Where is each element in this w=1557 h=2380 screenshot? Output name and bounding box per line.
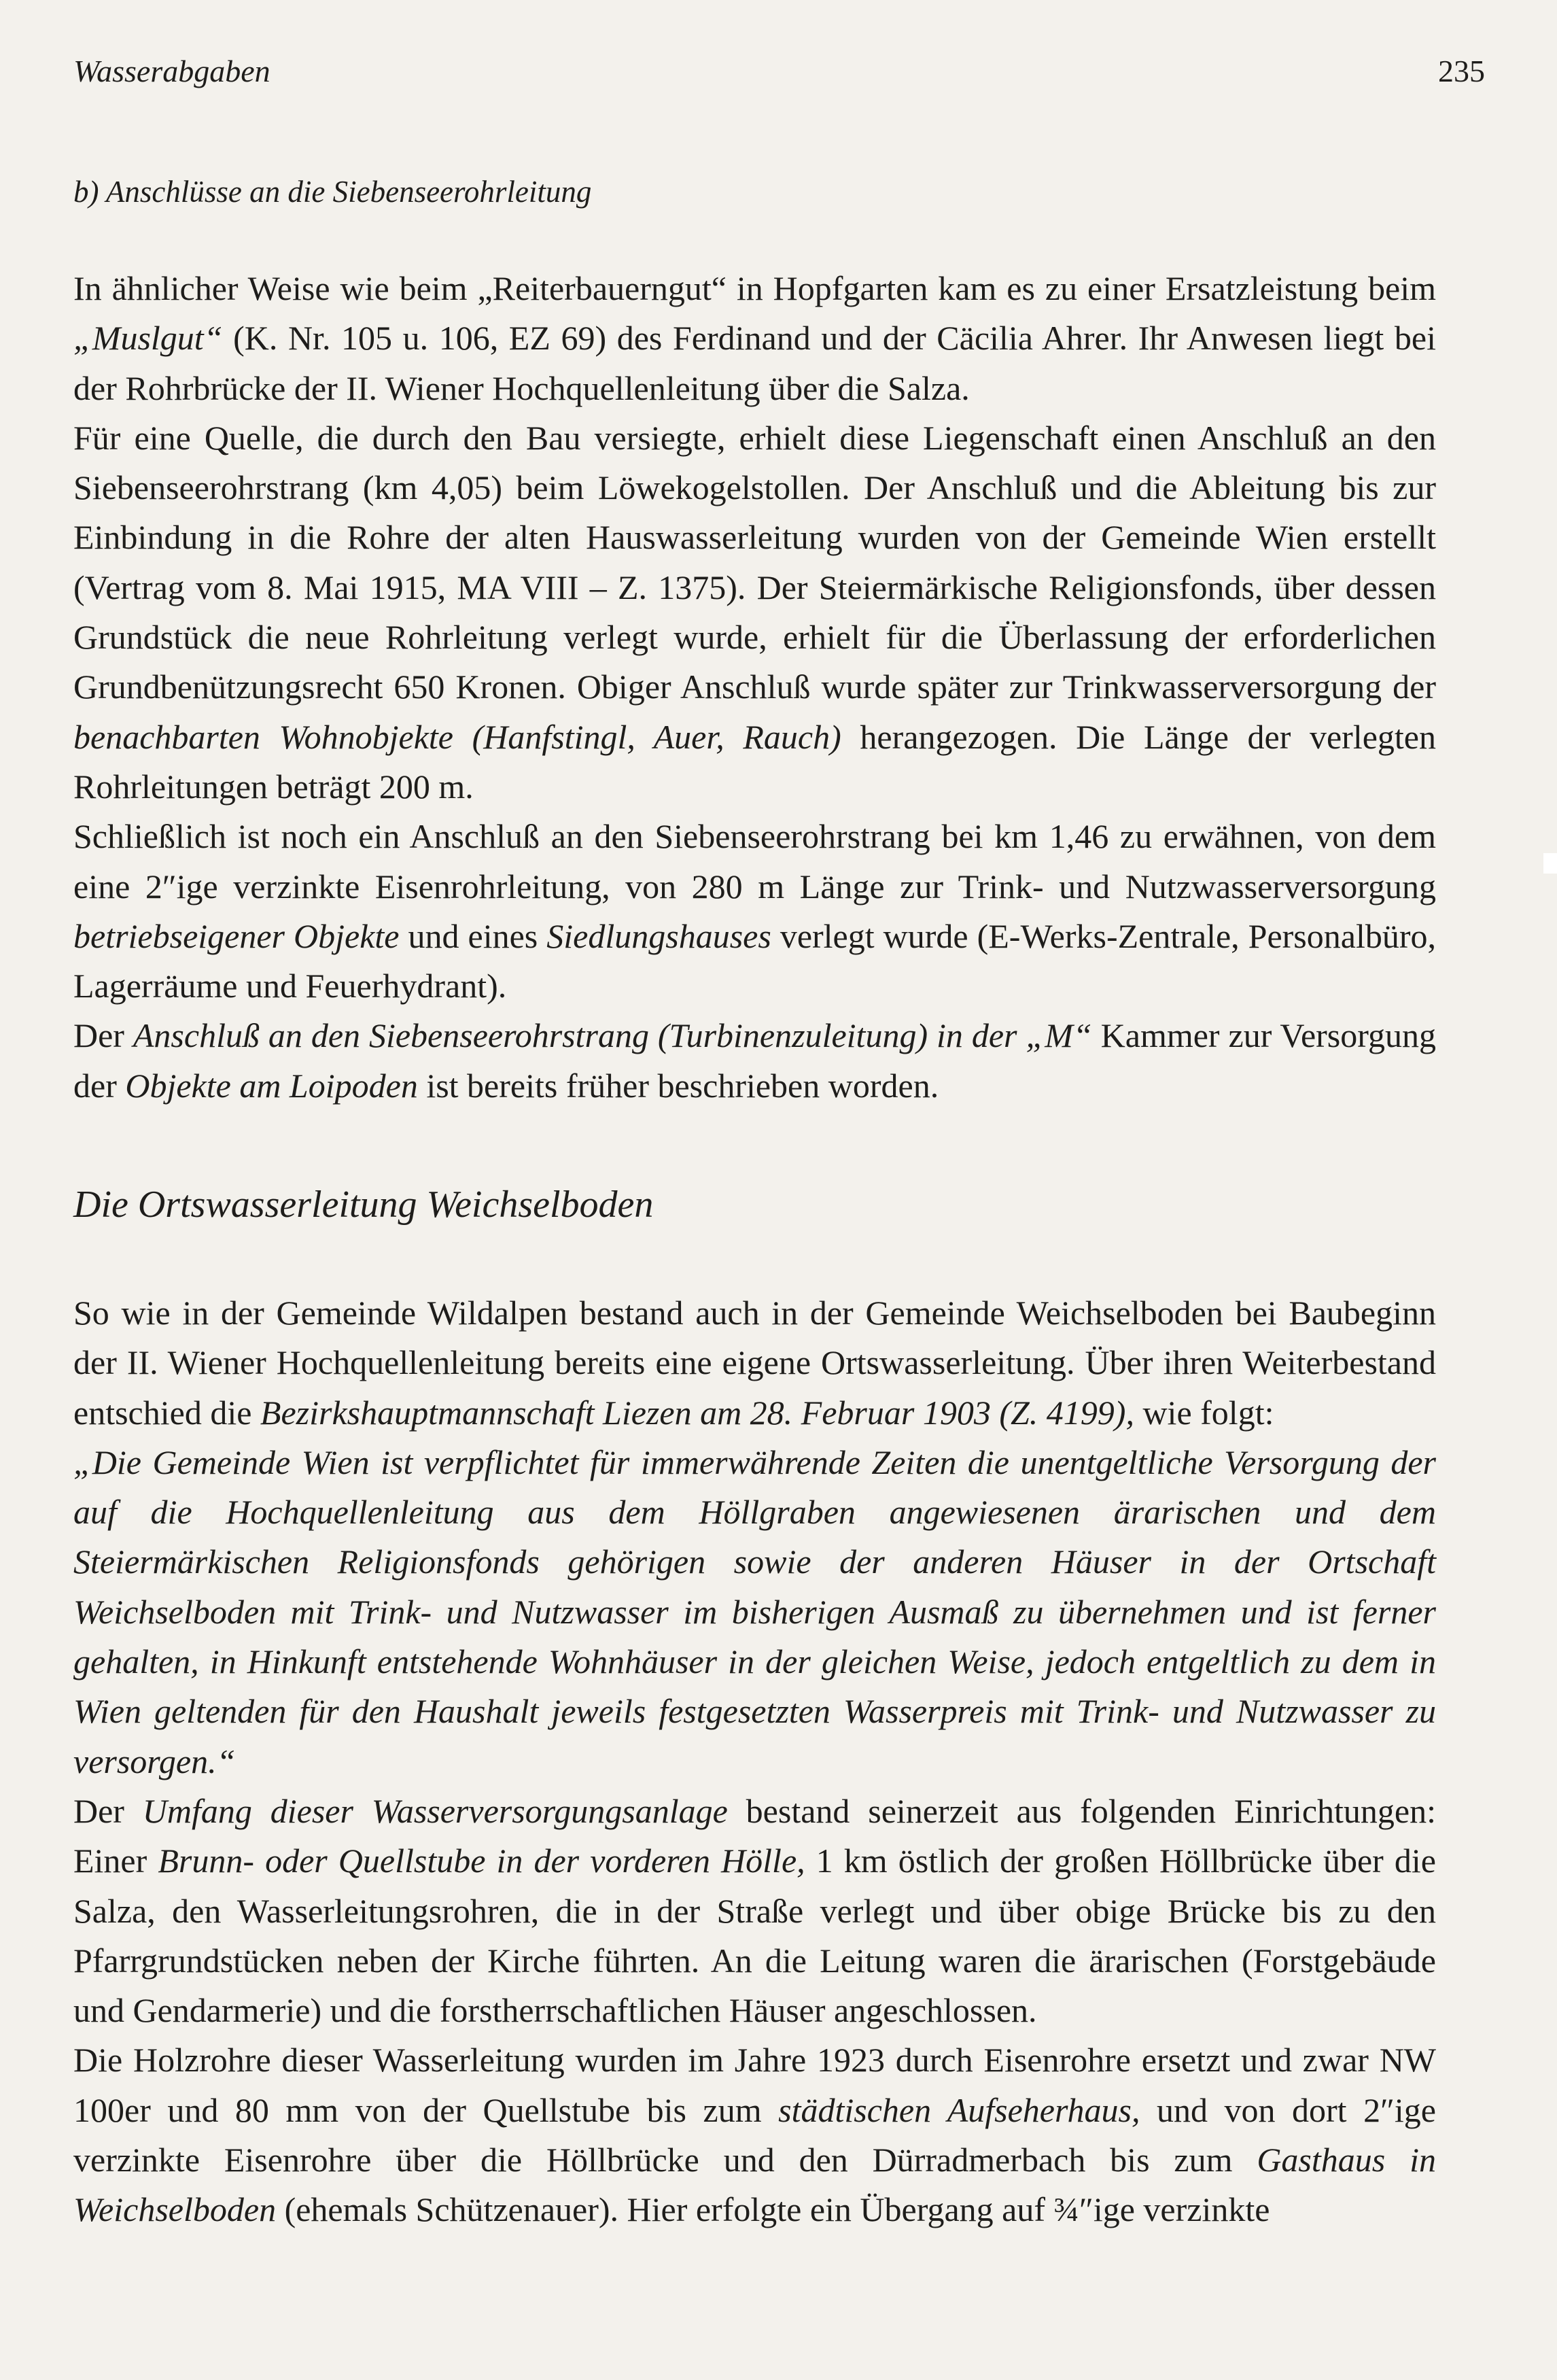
paragraph: In ähnlicher Weise wie beim „Reiterbauerngut“ in Hopfgarten kam es zu einer Ersatzleistung beim „Muslgut“ (K. Nr. 105 u. 106, EZ 69) des Ferdinand und der Cäcilia Ahrer. Ihr Anwesen liegt bei der Rohrbrücke der II. Wiener Hochquellenleitung über die Salza. <box>73 269 1436 407</box>
section-heading: Die Ortswasserleitung Weichselboden <box>73 1184 654 1226</box>
paragraph: Der Anschluß an den Siebenseerohrstrang (Turbinenzuleitung) in der „M“ Kammer zur Versorgung der Objekte am Loipoden ist bereits früher beschrieben worden. <box>73 1016 1436 1105</box>
paragraph: Schließlich ist noch ein Anschluß an den Siebenseerohrstrang bei km 1,46 zu erwähnen, von dem eine 2″ige verzinkte Eisenrohrleitung, von 280 m Länge zur Trink- und Nutzwasserversorgung betriebseigener Objekte und eines Siedlungshauses verlegt wurde (E-Werks-Zentrale, Personalbüro, Lagerräume und Feuerhydrant). <box>73 817 1436 1005</box>
paragraph: Für eine Quelle, die durch den Bau versiegte, erhielt diese Liegenschaft einen Anschluß an den Siebenseerohrstrang (km 4,05) beim Löwekogelstollen. Der Anschluß und die Ableitung bis zur Einbindung in die Rohre der alten Hauswasserleitung wurden von der Gemeinde Wien erstellt (Vertrag vom 8. Mai 1915, MA VIII – Z. 1375). Der Steiermärkische Religionsfonds, über dessen Grundstück die neue Rohrleitung verlegt wurde, erhielt für die Überlassung der erforderlichen Grundbenützungsrecht 650 Kronen. Obiger Anschluß wurde später zur Trinkwasserversorgung der benachbarten Wohnobjekte (Hanfstingl, Auer, Rauch) herangezogen. Die Länge der verlegten Rohrleitungen beträgt 200 m. <box>73 418 1436 806</box>
paragraph: Die Holzrohre dieser Wasserleitung wurden im Jahre 1923 durch Eisenrohre ersetzt und zwar NW 100er und 80 mm von der Quellstube bis zum städtischen Aufseherhaus, und von dort 2″ige verzinkte Eisenrohre über die Höllbrücke und den Dürradmerbach bis zum Gasthaus in Weichselboden (ehemals Schützenauer). Hier erfolgte ein Übergang auf ¾″ige verzinkte <box>73 2041 1436 2229</box>
section-body <box>73 1288 1436 2235</box>
paragraph: So wie in der Gemeinde Wildalpen bestand auch in der Gemeinde Weichselboden bei Baubeginn der II. Wiener Hochquellenleitung bereits eine eigene Ortswasserleitung. Über ihren Weiterbestand entschied die Bezirkshauptmannschaft Liezen am 28. Februar 1903 (Z. 4199), wie folgt: <box>73 1294 1436 1432</box>
subsection-body <box>73 264 1436 1111</box>
paragraph: Der Umfang dieser Wasserversorgungsanlage bestand seinerzeit aus folgenden Einrichtungen: Einer Brunn- oder Quellstube in der vorderen Hölle, 1 km östlich der großen Höllbrücke über die Salza, den Wasserleitungsrohren, die in der Straße verlegt und über obige Brücke bis zu den Pfarrgrundstücken neben der Kirche führten. An die Leitung waren die ärarischen (Forstgebäude und Gendarmerie) und die forstherrschaftlichen Häuser angeschlossen. <box>73 1791 1437 2030</box>
quotation: „Die Gemeinde Wien ist verpflichtet für immerwährende Zeiten die unentgeltliche Versorgung der auf die Hochquellenleitung aus dem Höllgraben angewiesenen ärarischen und dem Steiermärkischen Religionsfonds gehörigen sowie der anderen Häuser in der Ortschaft Weichselboden mit Trink- und Nutzwasser im bisherigen Ausmaß zu übernehmen und ist ferner gehalten, in Hinkunft entstehende Wohnhäuser in der gleichen Weise, jedoch entgeltlich zu dem in Wien geltenden für den Haushalt jeweils festgesetzten Wasserpreis mit Trink- und Nutzwasser zu versorgen.“ <box>73 1443 1436 1780</box>
scan-edge-mark <box>1543 853 1557 874</box>
subsection-heading: b) Anschlüsse an die Siebenseerohrleitung <box>73 175 592 209</box>
page-number: 235 <box>1438 54 1485 88</box>
running-head: Wasserabgaben <box>73 54 270 88</box>
